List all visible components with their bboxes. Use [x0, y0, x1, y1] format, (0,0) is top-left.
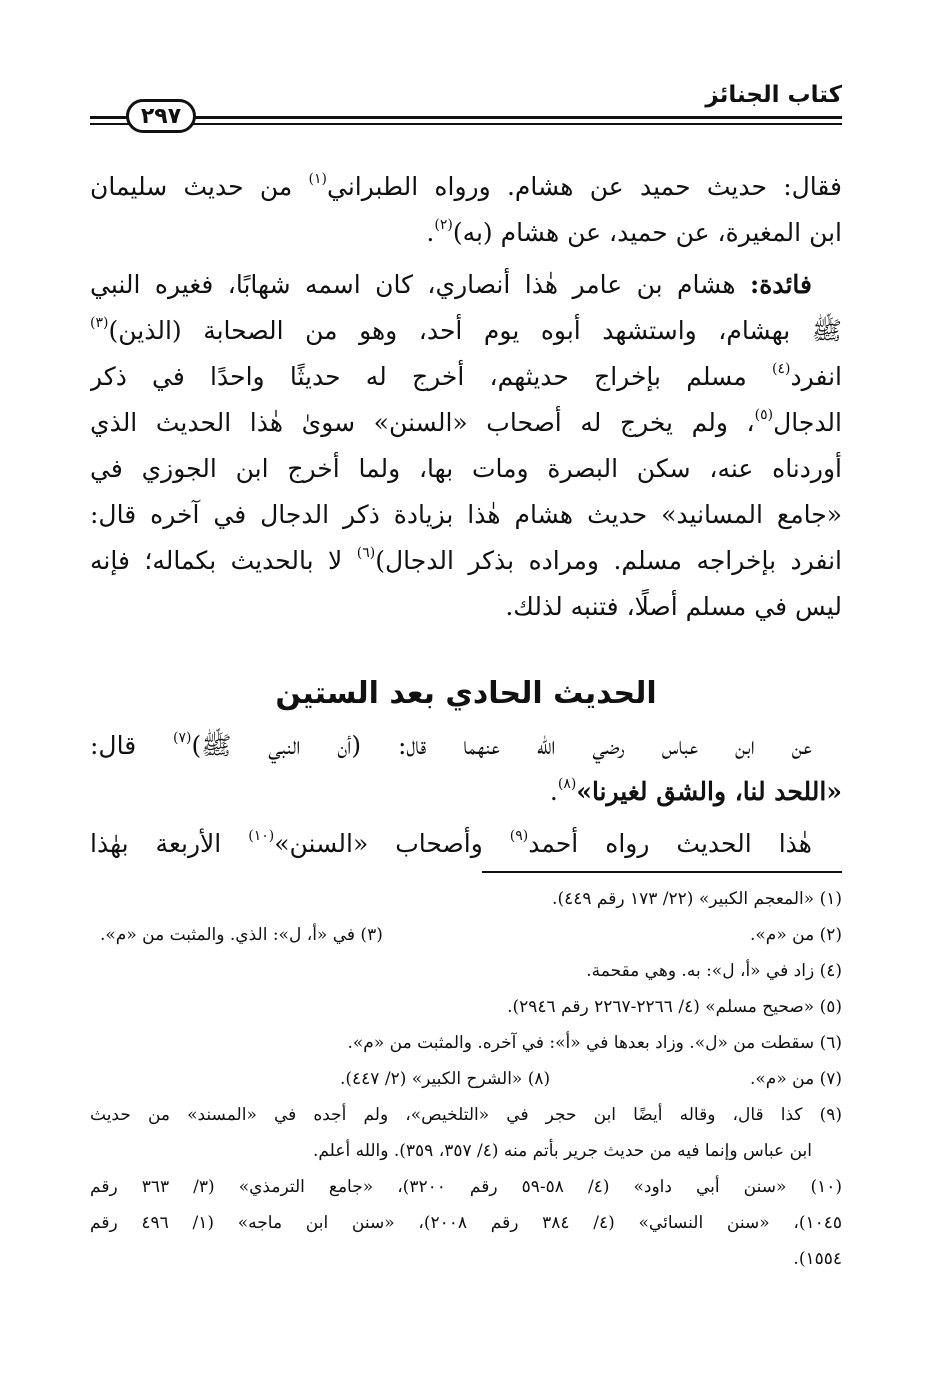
- book-page: [90, 78, 842, 1318]
- footnote-ref: (٦): [356, 545, 376, 561]
- footnote-ref: (٩): [509, 828, 529, 844]
- footnote-ref: (١٠): [248, 828, 275, 844]
- footnote: (٧) من «م».: [750, 1069, 842, 1089]
- text-line: فائدة: هشام بن عامر هٰذا أنصاري، كان اسمه شهابًا، فغيره النبي: [90, 270, 812, 299]
- footnote: (٥) «صحيح مسلم» (٤/ ٢٢٦٦-٢٢٦٧ رقم ٢٩٤٦).: [507, 997, 842, 1017]
- text-line: هٰذا الحديث رواه أحمد$^{(٩)}$ وأصحاب «السنن»$^{(١٠)}$ الأربعة بهٰذا: [90, 828, 812, 858]
- text-line: ليس في مسلم أصلًا، فتنبه لذلك.: [505, 592, 842, 621]
- body-text: [90, 164, 842, 630]
- text-line: انفرد بإخراجه مسلم. ومراده بذكر الدجال)$^{(٦)}$ لا بالحديث بكماله؛ فإنه: [90, 545, 842, 575]
- footnote-ref: (١): [308, 171, 327, 187]
- hadith-text: [90, 723, 842, 867]
- footnote-ref: (٤): [772, 361, 791, 377]
- text-line: الدجال$^{(٥)}$، ولم يخرج له أصحاب «السنن» سوىٰ هٰذا الحديث الذي: [90, 407, 842, 437]
- running-title: كتاب الجنائز: [705, 82, 842, 108]
- footnote-pair: [90, 1061, 842, 1097]
- footnote: (١) «المعجم الكبير» (٢٢/ ١٧٣ رقم ٤٤٩).: [552, 889, 842, 909]
- header-rule-thick: [90, 116, 842, 119]
- header-rule-thin: [90, 123, 842, 125]
- footnotes: [90, 881, 842, 1277]
- footnote-ref: (٢): [434, 217, 453, 233]
- footnote: (٢) من «م».: [750, 925, 842, 945]
- text-line: ابن المغيرة، عن حميد، عن هشام (به)$^{(٢)}$.: [426, 217, 842, 247]
- page-header: [90, 78, 842, 130]
- footnote-ref: (٥): [754, 407, 774, 423]
- footnote: (١٠) «سنن أبي داود» (٤/ ٥٨-٥٩ رقم ٣٢٠٠)، «جامع الترمذي» (٣/ ٣٦٣ رقم: [90, 1177, 842, 1197]
- footnote: (٣) في «أ، ل»: الذي. والمثبت من «م».: [100, 925, 383, 945]
- footnote-continuation: ابن عباس وإنما فيه من حديث جرير بأتم منه (٤/ ٣٥٧، ٣٥٩). والله أعلم.: [312, 1141, 812, 1161]
- footnote: (٨) «الشرح الكبير» (٢/ ٤٤٧).: [340, 1069, 551, 1089]
- hadith-quote: «اللحد لنا، والشق لغيرنا»: [576, 777, 842, 806]
- text-line: «جامع المسانيد» حديث هشام هٰذا بزيادة ذكر الدجال في آخره قال:: [90, 500, 842, 529]
- footnote-continuation: ١٥٥٤).: [793, 1249, 842, 1269]
- text-line: «اللحد لنا، والشق لغيرنا»$^{(٨)}$.: [549, 776, 842, 806]
- footnote-continuation: ١٠٤٥)، «سنن النسائي» (٤/ ٣٨٤ رقم ٢٠٠٨)، «سنن ابن ماجه» (١/ ٤٩٦ رقم: [90, 1213, 842, 1233]
- page-number-badge: ٢٩٧: [126, 99, 196, 133]
- footnote-ref: (٨): [557, 776, 577, 792]
- footnote-pair: [90, 917, 842, 953]
- text-line: انفرد$^{(٤)}$ مسلم بإخراج حديثهم، أخرج له حديثًا واحدًا في ذكر: [90, 361, 842, 391]
- text-line: فقال: حديث حميد عن هشام. ورواه الطبراني$^{(١)}$ من حديث سليمان: [90, 171, 842, 201]
- text-line: عن ابن عباس رضي الله عنهما قال: (أن النبي ﷺ)$^{(٧)}$ قال:: [90, 730, 812, 760]
- footnote: (٩) كذا قال، وقاله أيضًا ابن حجر في «التلخيص»، ولم أجده في «المسند» من حديث: [90, 1105, 842, 1125]
- footnote-separator: [482, 871, 842, 873]
- note-label: فائدة:: [750, 270, 812, 299]
- section-heading: الحديث الحادي بعد الستين: [275, 676, 657, 711]
- text-line: ﷺ بهشام، واستشهد أبوه يوم أحد، وهو من الصحابة (الذين)$^{(٣)}$: [90, 315, 842, 345]
- footnote: (٦) سقطت من «ل». وزاد بعدها في «أ»: في آخره. والمثبت من «م».: [347, 1033, 842, 1053]
- text-line: أوردناه عنه، سكن البصرة ومات بها، ولما أخرج ابن الجوزي في: [90, 454, 842, 483]
- footnote-ref: (٣): [90, 315, 109, 331]
- footnote: (٤) زاد في «أ، ل»: به. وهي مقحمة.: [586, 961, 842, 981]
- footnote-ref: (٧): [173, 730, 192, 746]
